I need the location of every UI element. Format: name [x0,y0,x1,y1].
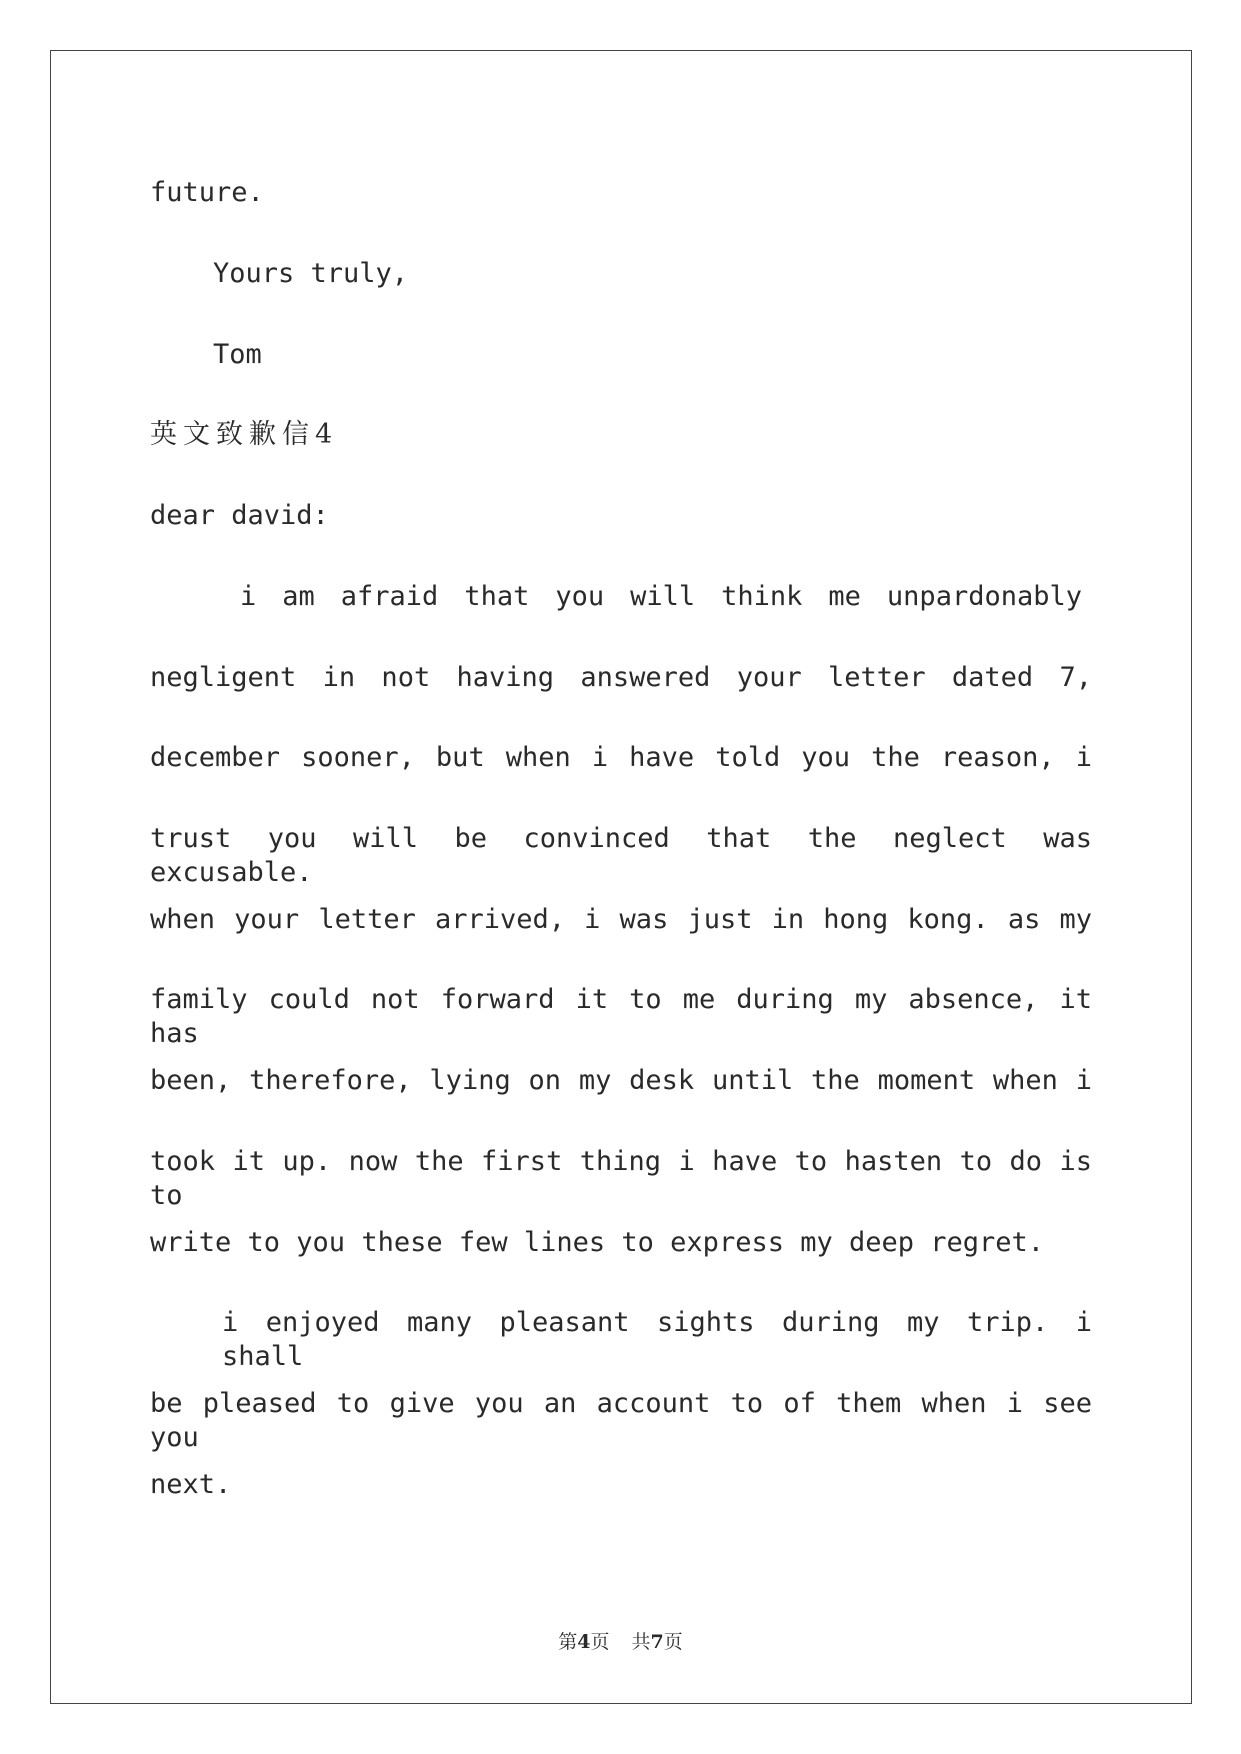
text-line: december sooner, but when i have told you the reason, i [150,742,1092,773]
text-line: i enjoyed many pleasant sights during my trip. i shall [222,1307,1092,1372]
text-line: when your letter arrived, i was just in hong kong. as my [150,904,1092,935]
text-line: future. [150,177,264,208]
closing-salutation: Yours truly, [213,258,409,289]
text-line: write to you these few lines to express my deep regret. [150,1227,1045,1258]
greeting: dear david: [150,500,329,531]
total-pages: 7 [650,1631,664,1653]
section-heading: 英文致歉信4 [150,419,339,450]
text-line: negligent in not having answered your letter dated 7, [150,662,1092,693]
text-line: family could not forward it to me during my absence, it has [150,984,1092,1049]
signature: Tom [213,339,262,370]
page-footer [0,1627,1241,1654]
total-suffix: 页 [663,1631,683,1653]
page-prefix: 第 [558,1631,578,1653]
text-line: next. [150,1469,232,1500]
text-line: trust you will be convinced that the neglect was excusable. [150,823,1092,888]
text-line: be pleased to give you an account to of them when i see you [150,1388,1092,1453]
text-line: took it up. now the first thing i have to hasten to do is to [150,1146,1092,1211]
page-number: 4 [577,1631,591,1653]
total-prefix: 共 [631,1631,651,1653]
page-suffix: 页 [590,1631,610,1653]
text-line: been, therefore, lying on my desk until the moment when i [150,1065,1092,1096]
text-line: i am afraid that you will think me unpardonably [240,581,1082,612]
